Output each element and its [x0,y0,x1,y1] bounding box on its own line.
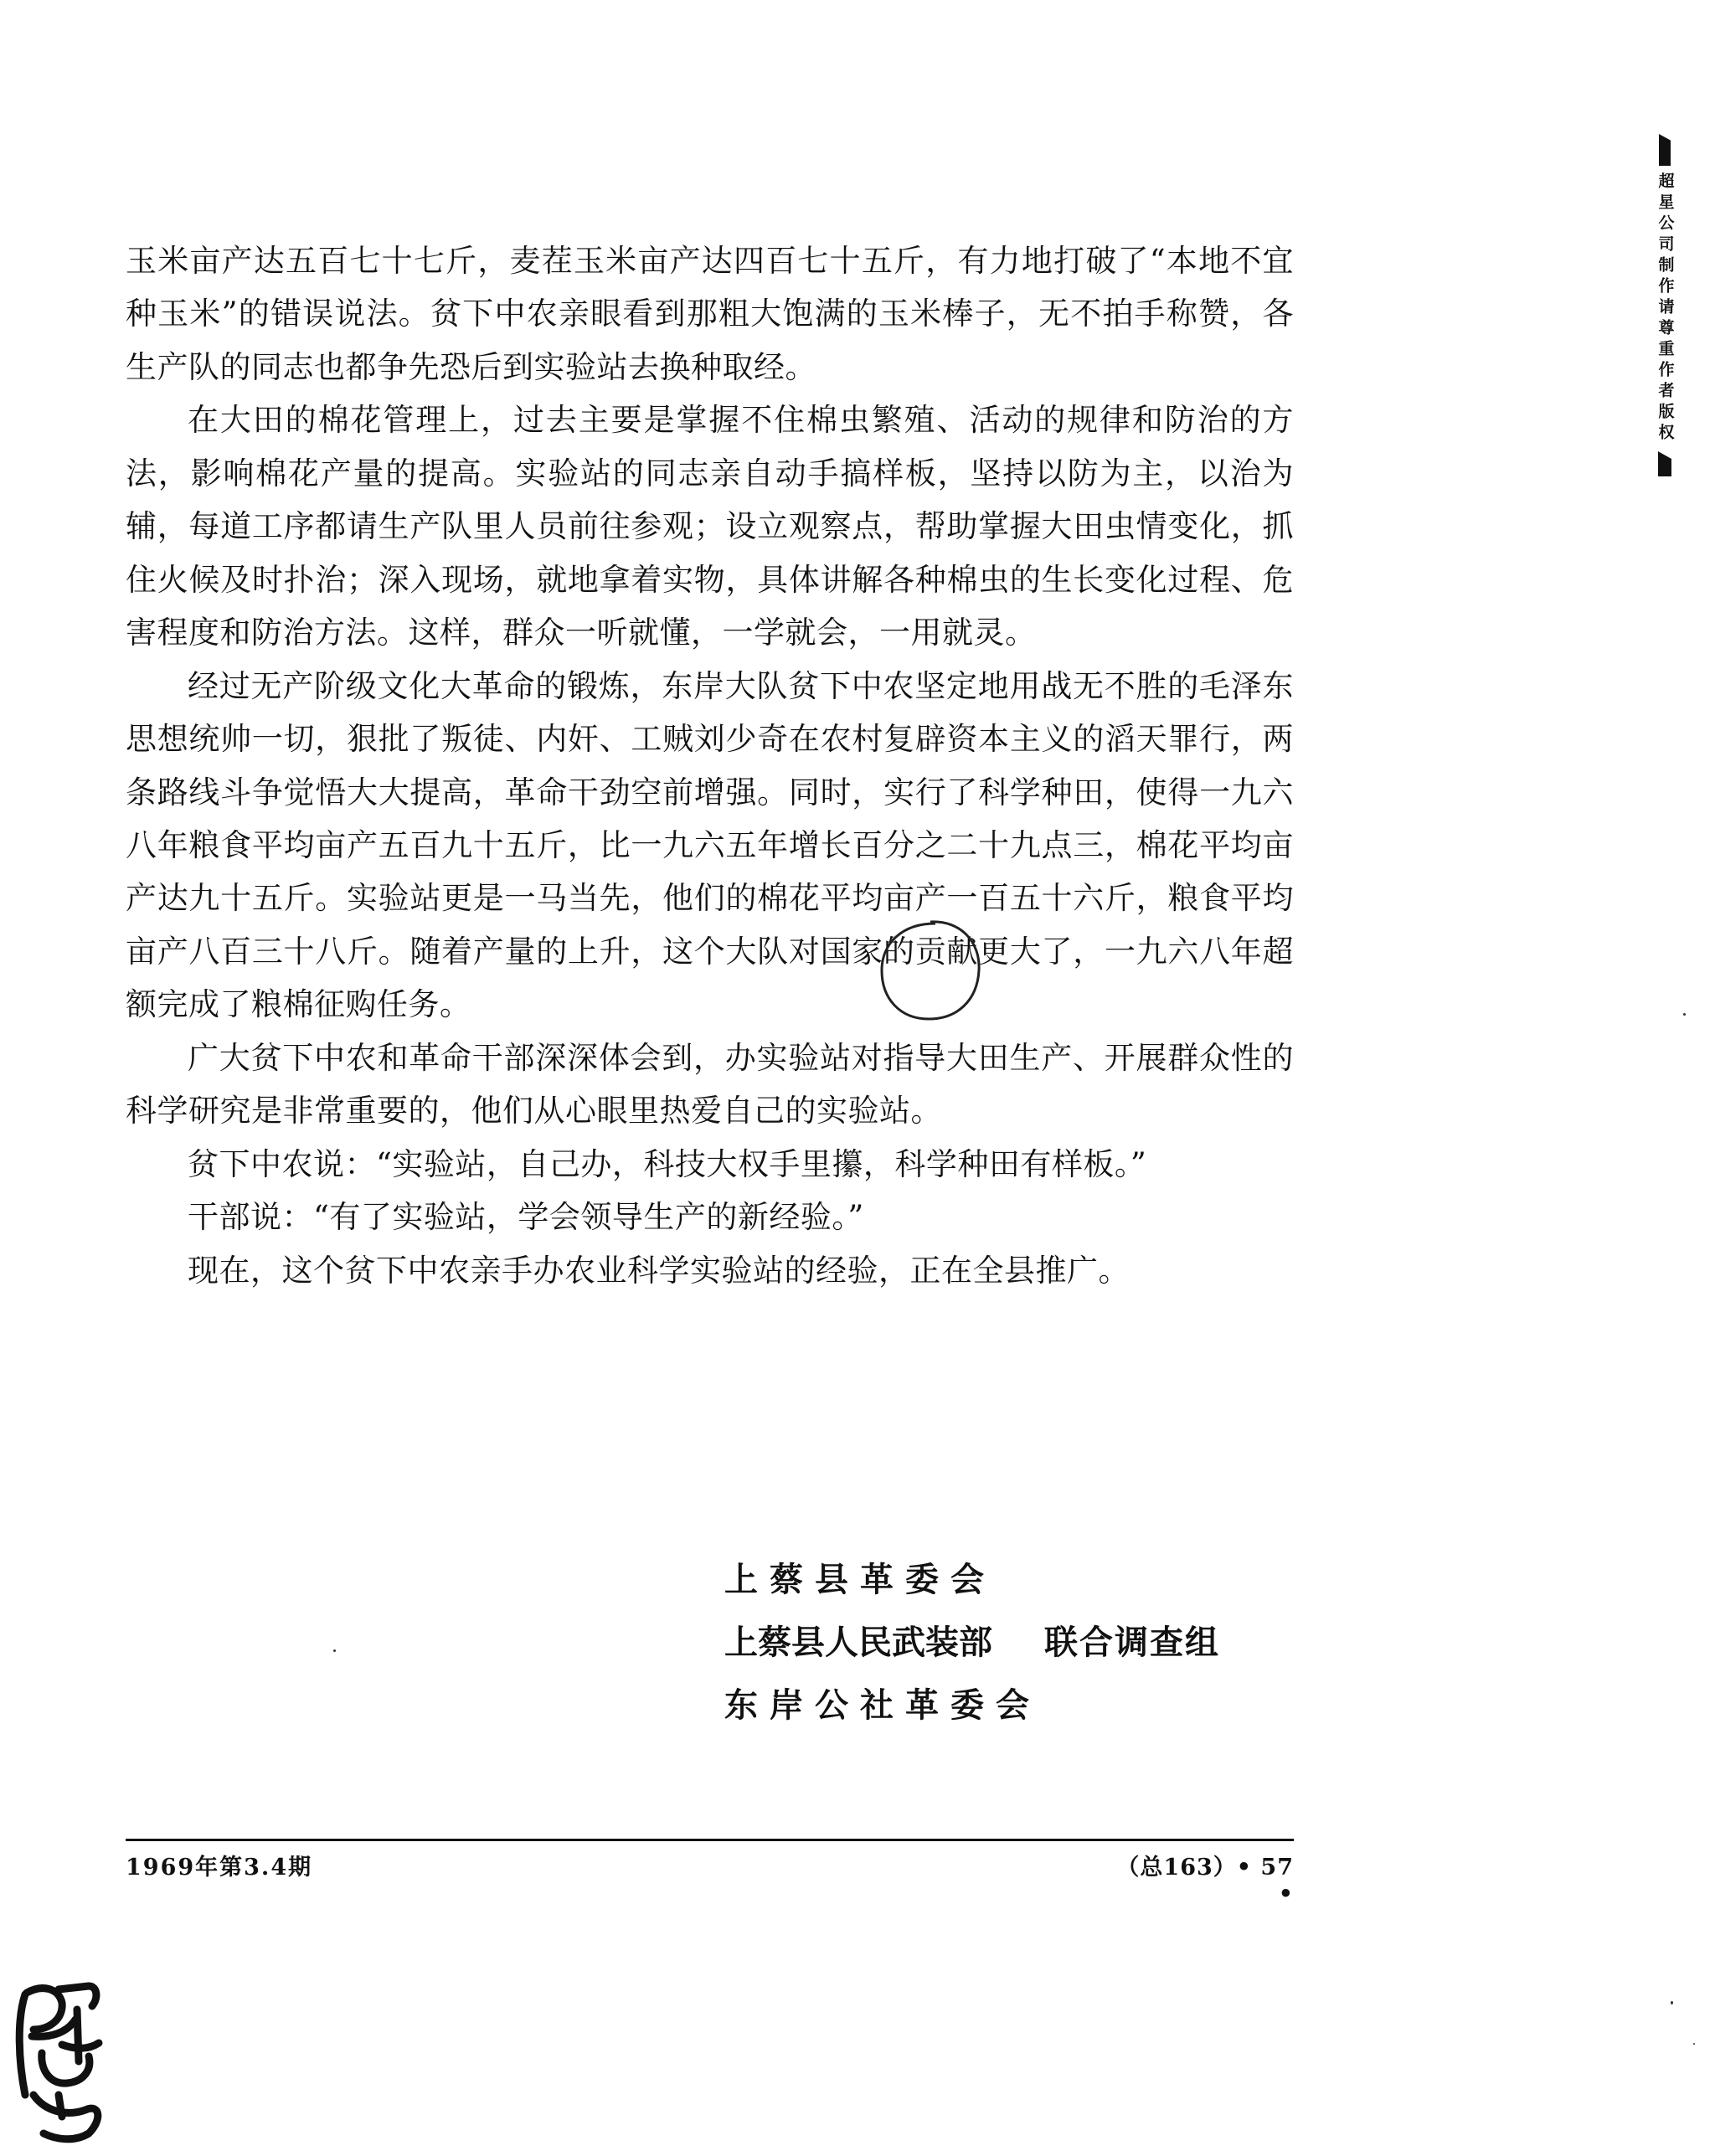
article-paragraph: 广大贫下中农和革命干部深深体会到，办实验站对指导大田生产、开展群众性的科学研究是非常重要的，他们从心眼里热爱自己的实验站。 [126,1039,1294,1129]
signature-line: 东岸公社革委会 [724,1686,1041,1725]
side-copyright-text: 超星公司制作请尊重作者版权 [1656,172,1675,445]
issue-label: 1969年第3.4期 [126,1855,313,1881]
joint-group-label: 联合调查组 [1044,1623,1220,1662]
signature-line [724,1612,1220,1675]
signature-org: 上蔡县人民武装部 [724,1623,992,1662]
article-paragraph: 玉米亩产达五百七十七斤，麦茬玉米亩产达四百七十五斤，有力地打破了“本地不宜种玉米”的错误说法。贫下中农亲眼看到那粗大饱满的玉米棒子，无不拍手称赞，各生产队的同志也都争先恐后到实验站去换种取经。 [126,243,1294,385]
article-paragraph: 在大田的棉花管理上，过去主要是掌握不住棉虫繁殖、活动的规律和防治的方法，影响棉花产量的提高。实验站的同志亲自动手搞样板，坚持以防为主，以治为辅，每道工序都请生产队里人员前往参观；设立观察点，帮助掌握大田虫情变化，抓住火候及时扑治；深入现场，就地拿着实物，具体讲解各种棉虫的生长变化过程、危害程度和防治方法。这样，群众一听就懂，一学就会，一用就灵。 [126,402,1294,651]
scan-speck [1683,1013,1686,1016]
page-number: （总163）• 57 • [1116,1855,1294,1907]
side-copyright-notice [1648,134,1682,476]
quote-line: 现在，这个贫下中农亲手办农业科学实验站的经验，正在全县推广。 [188,1252,1130,1289]
scan-speck [333,1649,336,1652]
article-body [126,234,1294,1297]
side-bar-bottom-mark [1658,451,1671,476]
signature-block [724,1549,1220,1737]
scan-speck [1671,2001,1673,2004]
quote-line: 干部说：“有了实验站，学会领导生产的新经验。” [188,1199,864,1236]
quote-line: 贫下中农说：“实验站，自己办，科技大权手里攥，科学种田有样板。” [188,1145,1147,1182]
article-paragraph: 经过无产阶级文化大革命的锻炼，东岸大队贫下中农坚定地用战无不胜的毛泽东思想统帅一切，狠批了叛徒、内奸、工贼刘少奇在农村复辟资本主义的滔天罪行，两条路线斗争觉悟大大提高，革命干劲空前增强。同时，实行了科学种田，使得一九六八年粮食平均亩产五百九十五斤，比一九六五年增长百分之二十九点三，棉花平均亩产达九十五斤。实验站更是一马当先，他们的棉花平均亩产一百五十六斤，粮食平均亩产八百三十八斤。随着产量的上升，这个大队对国家的贡献更大了，一九六八年超额完成了粮棉征购任务。 [126,667,1294,1023]
scan-speck [1693,2043,1695,2045]
library-seal-stamp [8,1969,109,2145]
side-bar-top-mark [1659,134,1671,166]
footer-rule [126,1839,1294,1841]
signature-line: 上蔡县革委会 [724,1561,996,1599]
